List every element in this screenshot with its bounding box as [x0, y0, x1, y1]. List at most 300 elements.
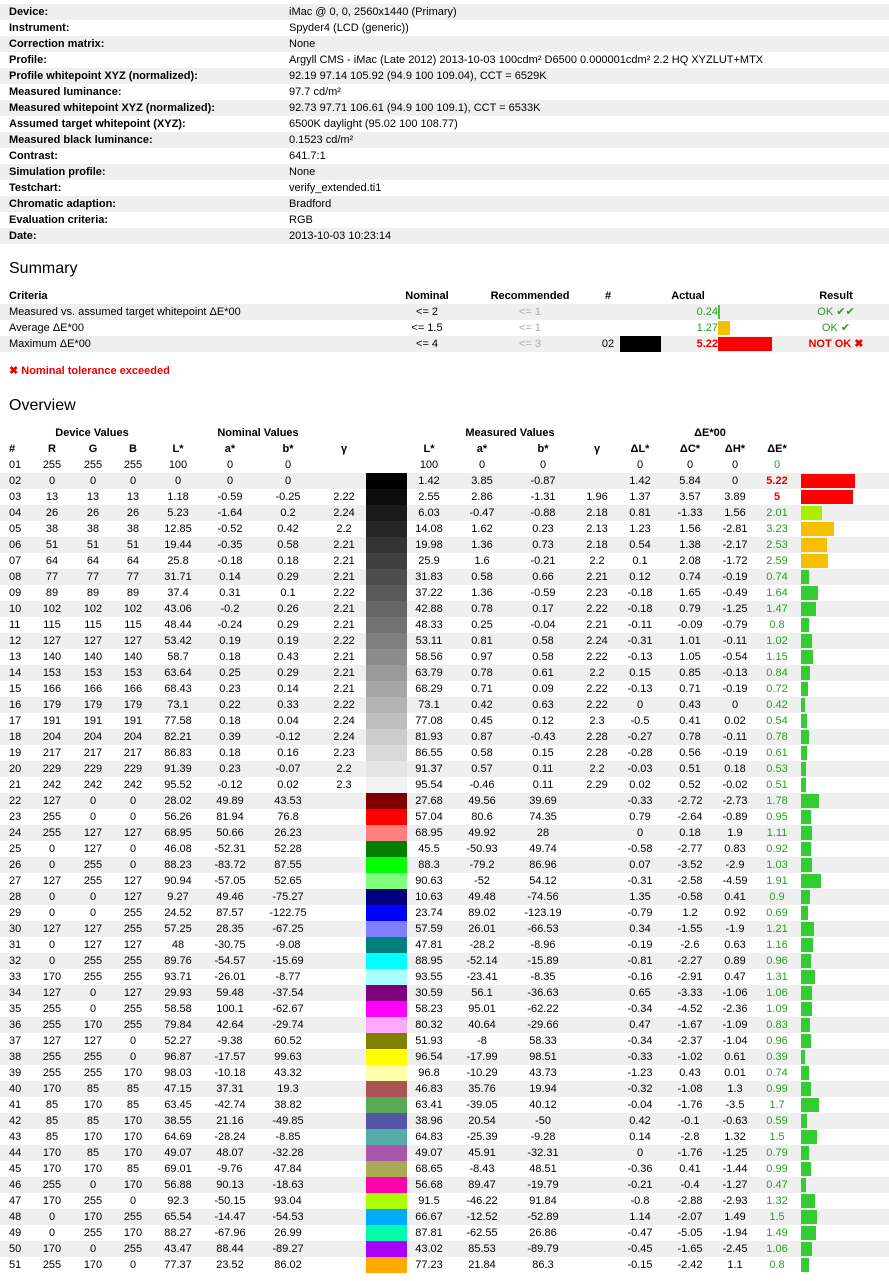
value-cell: 0 — [636, 699, 644, 711]
value-cell: 85 — [86, 1083, 100, 1095]
value-cell: 170 — [42, 1195, 62, 1207]
value-cell: 33 — [9, 971, 22, 983]
value-cell: 127 — [123, 827, 143, 839]
value-cell: 14.08 — [415, 523, 443, 535]
color-swatch — [366, 953, 407, 969]
value-cell: 0 — [129, 1051, 137, 1063]
value-cell: 2.28 — [586, 747, 608, 759]
overview-row — [0, 553, 889, 569]
value-cell: 170 — [42, 1243, 62, 1255]
value-cell: 0.63 — [724, 939, 746, 951]
value-cell: 86.96 — [529, 859, 557, 871]
value-cell: 77 — [86, 571, 100, 583]
value-cell: 0.2 — [280, 507, 296, 519]
value-cell: 255 — [123, 907, 143, 919]
value-cell: 0.45 — [471, 715, 493, 727]
de-cell: 0.59 — [766, 1115, 788, 1127]
value-cell: 66.67 — [415, 1211, 443, 1223]
value-cell: -1.44 — [722, 1163, 748, 1175]
value-cell: 43 — [9, 1131, 22, 1143]
patch-swatch — [620, 336, 661, 352]
value-cell: 2.3 — [336, 779, 352, 791]
value-cell: 57.04 — [415, 811, 443, 823]
value-cell: 68.43 — [164, 683, 192, 695]
value-cell: 0.42 — [471, 699, 493, 711]
value-cell: 46 — [9, 1179, 22, 1191]
de-cell: 0.51 — [766, 779, 788, 791]
value-cell: 170 — [123, 1147, 143, 1159]
value-cell: 2.18 — [586, 507, 608, 519]
de-cell: 2.53 — [766, 539, 788, 551]
value-cell: 2.22 — [333, 699, 355, 711]
header-num: # — [604, 290, 612, 302]
value-cell: 0.85 — [679, 667, 701, 679]
value-cell: 53.42 — [164, 635, 192, 647]
value-cell: 49.46 — [216, 891, 244, 903]
summary-table — [0, 288, 889, 352]
value-cell: -0.46 — [469, 779, 495, 791]
value-cell: 24 — [9, 827, 22, 839]
value-cell: 0 — [48, 891, 56, 903]
value-cell: 0.63 — [532, 699, 554, 711]
value-cell: 2.2 — [589, 555, 605, 567]
column-header: γ — [340, 443, 348, 455]
overview-row — [0, 873, 889, 889]
value-cell: 170 — [123, 1131, 143, 1143]
value-cell: 89.02 — [468, 907, 496, 919]
value-cell: 2.21 — [333, 667, 355, 679]
overview-row — [0, 905, 889, 921]
value-cell: -15.89 — [527, 955, 559, 967]
value-cell: -0.1 — [680, 1115, 700, 1127]
value-cell: 0 — [731, 459, 739, 471]
value-cell: 229 — [123, 763, 143, 775]
value-cell: 0 — [129, 859, 137, 871]
value-cell: -28.24 — [214, 1131, 246, 1143]
value-cell: -30.75 — [214, 939, 246, 951]
value-cell: 153 — [42, 667, 62, 679]
value-cell: 0.04 — [277, 715, 299, 727]
de-bar — [801, 586, 818, 600]
value-cell: 0 — [226, 459, 234, 471]
value-cell: 0.41 — [679, 715, 701, 727]
value-cell: 45.5 — [418, 843, 440, 855]
value-cell: 0 — [129, 795, 137, 807]
value-cell: 26 — [86, 507, 100, 519]
value-cell: 51 — [45, 539, 59, 551]
value-cell: 51 — [126, 539, 140, 551]
value-cell: 99.63 — [274, 1051, 302, 1063]
value-cell: 32 — [9, 955, 22, 967]
value-cell: 0.18 — [679, 827, 701, 839]
value-cell: 0.73 — [532, 539, 554, 551]
de-bar — [801, 1162, 811, 1176]
column-header: a* — [224, 443, 236, 455]
overview-row — [0, 937, 889, 953]
value-cell: 127 — [83, 827, 103, 839]
value-cell: -54.53 — [272, 1211, 304, 1223]
value-cell: 38 — [9, 1051, 22, 1063]
de-bar — [801, 618, 809, 632]
info-key: Date: — [9, 230, 37, 242]
info-row — [0, 36, 889, 52]
value-cell: -1.09 — [722, 1019, 748, 1031]
value-cell: 21 — [9, 779, 22, 791]
value-cell: -0.16 — [627, 971, 653, 983]
value-cell: 68.65 — [415, 1163, 443, 1175]
overview-row — [0, 953, 889, 969]
de-bar — [801, 858, 812, 872]
value-cell: -8.77 — [275, 971, 301, 983]
value-cell: 0.1 — [632, 555, 648, 567]
value-cell: -2.93 — [722, 1195, 748, 1207]
de-cell: 0.95 — [766, 811, 788, 823]
value-cell: 0.87 — [471, 731, 493, 743]
value-cell: -57.05 — [214, 875, 246, 887]
value-cell: 49.48 — [468, 891, 496, 903]
value-cell: 21.16 — [216, 1115, 244, 1127]
value-cell: -0.5 — [630, 715, 650, 727]
value-cell: 0.18 — [277, 555, 299, 567]
de-cell: 0.8 — [769, 619, 785, 631]
value-cell: 79.84 — [164, 1019, 192, 1031]
value-cell: 127 — [123, 891, 143, 903]
value-cell: -2.42 — [677, 1259, 703, 1271]
de-cell: 1.11 — [766, 827, 788, 839]
value-cell: -89.27 — [272, 1243, 304, 1255]
header-result: Result — [819, 290, 853, 302]
value-cell: 36 — [9, 1019, 22, 1031]
value-cell: 88.23 — [164, 859, 192, 871]
value-cell: -2.77 — [677, 843, 703, 855]
value-cell: 34 — [9, 987, 22, 999]
color-swatch — [366, 1257, 407, 1273]
value-cell: 1.42 — [418, 475, 440, 487]
value-cell: 0.47 — [629, 1019, 651, 1031]
value-cell: -123.19 — [524, 907, 562, 919]
value-cell: 0.58 — [471, 747, 493, 759]
value-cell: 242 — [83, 779, 103, 791]
value-cell: 85 — [45, 1099, 59, 1111]
value-cell: 18 — [9, 731, 22, 743]
de-cell: 0.79 — [766, 1147, 788, 1159]
value-cell: 30 — [9, 923, 22, 935]
value-cell: 49.07 — [164, 1147, 192, 1159]
value-cell: 26.01 — [468, 923, 496, 935]
value-cell: 98.03 — [164, 1067, 192, 1079]
value-cell: 76.8 — [277, 811, 299, 823]
overview-row — [0, 457, 889, 473]
value-cell: 86.02 — [274, 1259, 302, 1271]
column-header: # — [9, 443, 16, 455]
de-bar — [801, 730, 809, 744]
value-cell: 28 — [536, 827, 550, 839]
overview-row — [0, 473, 889, 489]
value-cell: 1.96 — [586, 491, 608, 503]
value-cell: 47.81 — [415, 939, 443, 951]
de-bar — [801, 890, 810, 904]
de-cell: 0 — [773, 459, 781, 471]
value-cell: 0 — [89, 1003, 97, 1015]
value-cell: -1.04 — [722, 1035, 748, 1047]
value-cell: 127 — [83, 1035, 103, 1047]
value-cell: 255 — [83, 1067, 103, 1079]
value-cell: -1.76 — [677, 1099, 703, 1111]
value-cell: 63.64 — [164, 667, 192, 679]
de-bar — [801, 538, 827, 552]
value-cell: 0.18 — [219, 651, 241, 663]
actual-bar — [718, 337, 772, 351]
color-swatch — [366, 553, 407, 569]
value-cell: 56.68 — [415, 1179, 443, 1191]
value-cell: -1.76 — [677, 1147, 703, 1159]
value-cell: 2.23 — [586, 587, 608, 599]
value-cell: 153 — [123, 667, 143, 679]
de-bar — [801, 778, 806, 792]
overview-row — [0, 729, 889, 745]
value-cell: 88.27 — [164, 1227, 192, 1239]
value-cell: 2.24 — [586, 635, 608, 647]
value-cell: 40.64 — [468, 1019, 496, 1031]
column-header: L* — [423, 443, 435, 455]
value-cell: -0.13 — [722, 667, 748, 679]
value-cell: 1.2 — [682, 907, 698, 919]
value-cell: 170 — [83, 1131, 103, 1143]
de-cell: 1.47 — [766, 603, 788, 615]
value-cell: -0.54 — [722, 651, 748, 663]
value-cell: 170 — [83, 1259, 103, 1271]
column-header: L* — [172, 443, 184, 455]
value-cell: 0 — [731, 475, 739, 487]
actual-cell: 0.24 — [696, 306, 718, 318]
num-cell: 02 — [601, 338, 615, 350]
value-cell: 255 — [83, 955, 103, 967]
value-cell: 127 — [42, 987, 62, 999]
value-cell: -0.52 — [217, 523, 243, 535]
de-cell: 1.02 — [766, 635, 788, 647]
value-cell: 0 — [129, 1035, 137, 1047]
value-cell: -2.27 — [677, 955, 703, 967]
value-cell: 85 — [86, 1115, 100, 1127]
value-cell: 64.69 — [164, 1131, 192, 1143]
color-swatch — [366, 777, 407, 793]
de-bar — [801, 794, 819, 808]
value-cell: 2.24 — [333, 731, 355, 743]
value-cell: 0.19 — [277, 635, 299, 647]
value-cell: 43.32 — [274, 1067, 302, 1079]
value-cell: -9.28 — [530, 1131, 556, 1143]
value-cell: -0.31 — [627, 635, 653, 647]
value-cell: 68.95 — [415, 827, 443, 839]
de-cell: 0.99 — [766, 1083, 788, 1095]
actual-cell: 5.22 — [696, 338, 718, 350]
info-key: Profile: — [9, 54, 47, 66]
value-cell: 0.25 — [471, 619, 493, 631]
column-header: ΔC* — [679, 443, 701, 455]
value-cell: 26.86 — [529, 1227, 557, 1239]
value-cell: -62.22 — [527, 1003, 559, 1015]
value-cell: 80.32 — [415, 1019, 443, 1031]
value-cell: 12.85 — [164, 523, 192, 535]
info-table — [0, 4, 889, 244]
value-cell: 35 — [9, 1003, 22, 1015]
value-cell: 0.81 — [629, 507, 651, 519]
value-cell: 100 — [419, 459, 439, 471]
value-cell: 89 — [126, 587, 140, 599]
value-cell: -0.12 — [275, 731, 301, 743]
value-cell: 64 — [45, 555, 59, 567]
value-cell: -0.59 — [217, 491, 243, 503]
value-cell: 39 — [9, 1067, 22, 1079]
de-cell: 0.84 — [766, 667, 788, 679]
de-bar — [801, 1098, 819, 1112]
value-cell: 2.22 — [586, 651, 608, 663]
column-header: a* — [476, 443, 488, 455]
value-cell: 2.21 — [333, 619, 355, 631]
value-cell: 0.71 — [471, 683, 493, 695]
value-cell: 1.32 — [724, 1131, 746, 1143]
value-cell: 0.14 — [219, 571, 241, 583]
value-cell: -0.04 — [530, 619, 556, 631]
de-cell: 0.96 — [766, 955, 788, 967]
color-swatch — [366, 809, 407, 825]
value-cell: 77 — [126, 571, 140, 583]
de-cell: 0.69 — [766, 907, 788, 919]
value-cell: 0 — [89, 1179, 97, 1191]
overview-row — [0, 1001, 889, 1017]
value-cell: 0.58 — [471, 571, 493, 583]
value-cell: 1.14 — [629, 1211, 651, 1223]
value-cell: 0.14 — [277, 683, 299, 695]
info-key: Instrument: — [9, 22, 70, 34]
info-key: Simulation profile: — [9, 166, 106, 178]
value-cell: 93.04 — [274, 1195, 302, 1207]
value-cell: 31 — [9, 939, 22, 951]
value-cell: 81.94 — [216, 811, 244, 823]
value-cell: 85 — [126, 1083, 140, 1095]
overview-row — [0, 681, 889, 697]
value-cell: 0.29 — [277, 619, 299, 631]
overview-row — [0, 505, 889, 521]
color-swatch — [366, 745, 407, 761]
value-cell: 93.71 — [164, 971, 192, 983]
overview-row — [0, 1225, 889, 1241]
de-cell: 1.91 — [766, 875, 788, 887]
value-cell: -15.69 — [272, 955, 304, 967]
value-cell: -0.33 — [627, 1051, 653, 1063]
value-cell: -9.08 — [275, 939, 301, 951]
overview-row — [0, 1017, 889, 1033]
value-cell: 255 — [123, 1211, 143, 1223]
de-cell: 1.31 — [766, 971, 788, 983]
value-cell: -0.63 — [722, 1115, 748, 1127]
value-cell: 98.51 — [529, 1051, 557, 1063]
value-cell: 0.57 — [471, 763, 493, 775]
value-cell: 127 — [123, 875, 143, 887]
overview-row — [0, 649, 889, 665]
value-cell: 170 — [123, 1179, 143, 1191]
value-cell: 0 — [129, 1195, 137, 1207]
value-cell: 2.22 — [586, 683, 608, 695]
de-bar — [801, 746, 807, 760]
de-cell: 0.61 — [766, 747, 788, 759]
value-cell: 170 — [123, 1227, 143, 1239]
value-cell: 170 — [42, 1083, 62, 1095]
de-bar — [801, 522, 834, 536]
value-cell: 87.55 — [274, 859, 302, 871]
value-cell: 45.91 — [468, 1147, 496, 1159]
value-cell: -0.35 — [217, 539, 243, 551]
value-cell: -1.23 — [627, 1067, 653, 1079]
overview-row — [0, 1209, 889, 1225]
value-cell: 28.02 — [164, 795, 192, 807]
value-cell: 0.78 — [471, 667, 493, 679]
value-cell: 2.22 — [333, 587, 355, 599]
overview-row — [0, 761, 889, 777]
value-cell: -0.13 — [627, 651, 653, 663]
value-cell: 04 — [9, 507, 22, 519]
value-cell: 0.14 — [629, 1131, 651, 1143]
value-cell: -2.91 — [677, 971, 703, 983]
value-cell: 255 — [42, 827, 62, 839]
value-cell: 0.23 — [219, 763, 241, 775]
value-cell: 2.21 — [333, 651, 355, 663]
value-cell: 255 — [123, 1019, 143, 1031]
value-cell: 0.12 — [532, 715, 554, 727]
value-cell: 0.26 — [277, 603, 299, 615]
value-cell: 42 — [9, 1115, 22, 1127]
value-cell: 0 — [89, 907, 97, 919]
de-bar — [801, 874, 821, 888]
value-cell: -74.56 — [527, 891, 559, 903]
value-cell: 05 — [9, 523, 22, 535]
value-cell: -0.58 — [627, 843, 653, 855]
value-cell: 255 — [123, 955, 143, 967]
value-cell: -67.25 — [272, 923, 304, 935]
color-swatch — [366, 873, 407, 889]
color-swatch — [366, 601, 407, 617]
value-cell: 0 — [636, 1147, 644, 1159]
overview-row — [0, 777, 889, 793]
value-cell: -8.43 — [469, 1163, 495, 1175]
criteria-cell: Average ΔE*00 — [9, 322, 85, 334]
value-cell: 3.57 — [679, 491, 701, 503]
value-cell: 27.68 — [415, 795, 443, 807]
overview-row — [0, 1161, 889, 1177]
value-cell: -1.25 — [722, 1147, 748, 1159]
value-cell: -2.37 — [677, 1035, 703, 1047]
value-cell: -2.17 — [722, 539, 748, 551]
value-cell: -9.76 — [217, 1163, 243, 1175]
value-cell: 51.93 — [415, 1035, 443, 1047]
value-cell: 44 — [9, 1147, 22, 1159]
value-cell: 85 — [86, 1147, 100, 1159]
value-cell: 1.23 — [629, 523, 651, 535]
value-cell: 179 — [123, 699, 143, 711]
value-cell: 0 — [731, 699, 739, 711]
value-cell: 19.98 — [415, 539, 443, 551]
value-cell: 86.55 — [415, 747, 443, 759]
value-cell: -2.9 — [725, 859, 745, 871]
color-swatch — [366, 1033, 407, 1049]
value-cell: 3.85 — [471, 475, 493, 487]
value-cell: -0.36 — [627, 1163, 653, 1175]
value-cell: 0 — [89, 891, 97, 903]
value-cell: 46.83 — [415, 1083, 443, 1095]
value-cell: 86.83 — [164, 747, 192, 759]
value-cell: 73.1 — [418, 699, 440, 711]
value-cell: 41 — [9, 1099, 22, 1111]
